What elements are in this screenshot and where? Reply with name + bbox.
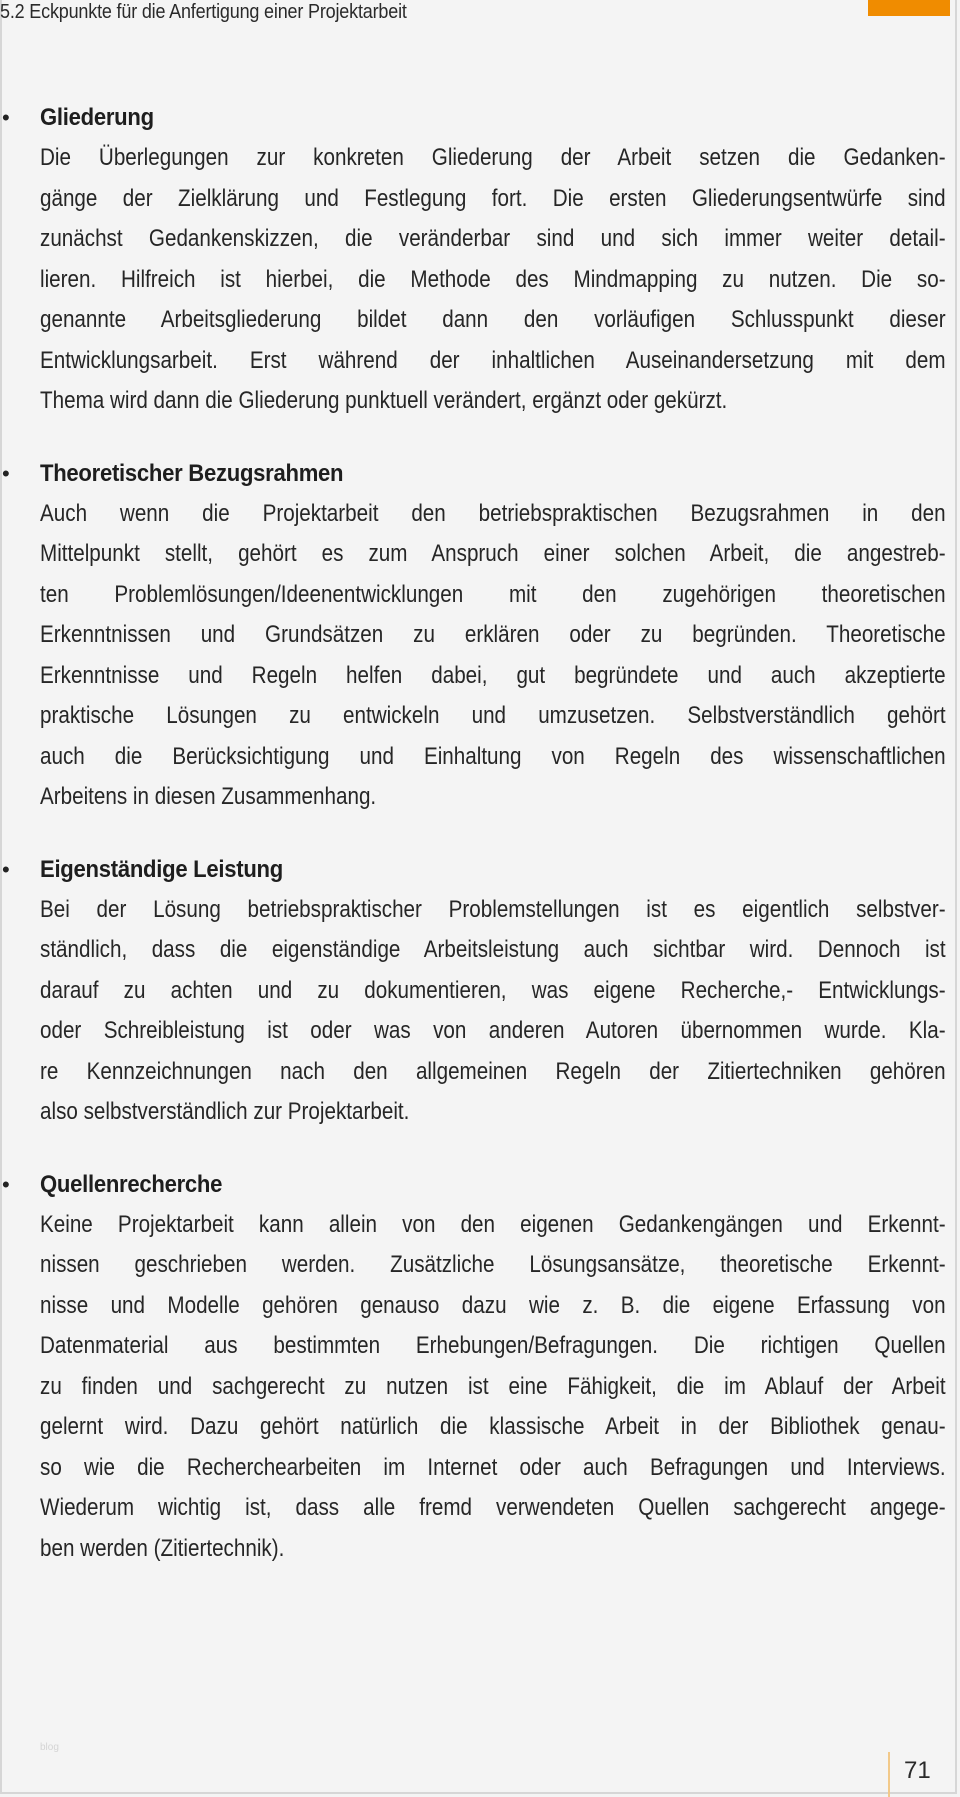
bullet-section bbox=[0, 454, 960, 818]
text-line: Erkenntnissen und Grundsätzen zu erklären oder zu begründen. Theoretische bbox=[40, 621, 946, 648]
text-line: Arbeitens in diesen Zusammenhang. bbox=[40, 783, 377, 810]
running-head: 5.2 Eckpunkte für die Anfertigung einer Projektarbeit bbox=[0, 1, 407, 23]
text-line: ten Problemlösungen/Ideenentwicklungen mit den zugehörigen theoretischen bbox=[40, 580, 946, 608]
section-paragraph bbox=[40, 138, 946, 422]
bullet-section bbox=[0, 98, 960, 422]
page-number: 71 bbox=[904, 1757, 931, 1784]
section-paragraph bbox=[40, 494, 946, 818]
text-line: lieren. Hilfreich ist hierbei, die Methode des Mindmapping zu nutzen. Die so- bbox=[40, 265, 946, 293]
section-heading: Theoretischer Bezugsrahmen bbox=[40, 459, 344, 487]
page-number-divider bbox=[888, 1752, 890, 1797]
text-line: gelernt wird. Dazu gehört natürlich die klassische Arbeit in der Bibliothek genau- bbox=[40, 1413, 946, 1440]
text-line: oder Schreibleistung ist oder was von anderen Autoren übernommen wurde. Kla- bbox=[40, 1017, 946, 1044]
text-line: ben werden (Zitiertechnik). bbox=[40, 1534, 285, 1562]
text-line: darauf zu achten und zu dokumentieren, was eigene Recherche,- Entwicklungs- bbox=[40, 976, 946, 1004]
accent-bar bbox=[868, 0, 950, 16]
text-line: ständlich, dass die eigenständige Arbeitsleistung auch sichtbar wird. Dennoch ist bbox=[40, 936, 946, 963]
section-heading: Gliederung bbox=[40, 104, 154, 131]
text-line: auch die Berücksichtigung und Einhaltung von Regeln des wissenschaftlichen bbox=[40, 742, 946, 770]
text-line: gänge der Zielklärung und Festlegung fort. Die ersten Gliederungsentwürfe sind bbox=[40, 184, 946, 212]
text-line: Thema wird dann die Gliederung punktuell verändert, ergänzt oder gekürzt. bbox=[40, 387, 728, 414]
bullet-icon: • bbox=[2, 460, 10, 486]
text-line: Mittelpunkt stellt, gehört es zum Anspruch einer solchen Arbeit, die angestreb- bbox=[40, 540, 946, 567]
watermark: blog bbox=[40, 1742, 59, 1753]
text-line: so wie die Recherchearbeiten im Internet oder auch Befragungen und Interviews. bbox=[40, 1453, 946, 1481]
text-line: nissen geschrieben werden. Zusätzliche Lösungsansätze, theoretische Erkennt- bbox=[40, 1251, 946, 1278]
text-line: zu finden und sachgerecht zu nutzen ist eine Fähigkeit, die im Ablauf der Arbeit bbox=[40, 1372, 946, 1400]
text-line: Wiederum wichtig ist, dass alle fremd verwendeten Quellen sachgerecht angege- bbox=[40, 1494, 946, 1521]
bullet-icon: • bbox=[2, 856, 10, 882]
text-line: zunächst Gedankenskizzen, die veränderbar sind und sich immer weiter detail- bbox=[40, 225, 946, 252]
section-heading: Quellenrecherche bbox=[40, 1170, 223, 1198]
text-line: re Kennzeichnungen nach den allgemeinen Regeln der Zitiertechniken gehören bbox=[40, 1057, 946, 1085]
bullet-section bbox=[0, 1165, 960, 1570]
section-paragraph bbox=[40, 1205, 946, 1570]
section-heading: Eigenständige Leistung bbox=[40, 855, 283, 883]
document-content bbox=[0, 98, 960, 1601]
text-line: genannte Arbeitsgliederung bildet dann den vorläufigen Schlusspunkt dieser bbox=[40, 306, 946, 333]
text-line: Datenmaterial aus bestimmten Erhebungen/Befragungen. Die richtigen Quellen bbox=[40, 1332, 946, 1359]
text-line: also selbstverständlich zur Projektarbeit. bbox=[40, 1098, 410, 1125]
text-line: Entwicklungsarbeit. Erst während der inhaltlichen Auseinandersetzung mit dem bbox=[40, 346, 946, 374]
text-line: Auch wenn die Projektarbeit den betriebspraktischen Bezugsrahmen in den bbox=[40, 499, 946, 527]
text-line: nisse und Modelle gehören genauso dazu wie z. B. die eigene Erfassung von bbox=[40, 1291, 946, 1319]
text-line: Keine Projektarbeit kann allein von den eigenen Gedankengängen und Erkennt- bbox=[40, 1210, 946, 1238]
text-line: Erkenntnisse und Regeln helfen dabei, gut begründete und auch akzeptierte bbox=[40, 661, 946, 689]
bullet-section bbox=[0, 850, 960, 1133]
bullet-icon: • bbox=[2, 105, 10, 130]
text-line: Bei der Lösung betriebspraktischer Problemstellungen ist es eigentlich selbstver- bbox=[40, 895, 946, 923]
text-line: Die Überlegungen zur konkreten Gliederung der Arbeit setzen die Gedanken- bbox=[40, 144, 946, 171]
text-line: praktische Lösungen zu entwickeln und umzusetzen. Selbstverständlich gehört bbox=[40, 702, 946, 729]
section-paragraph bbox=[40, 890, 946, 1133]
bullet-icon: • bbox=[2, 1171, 10, 1197]
